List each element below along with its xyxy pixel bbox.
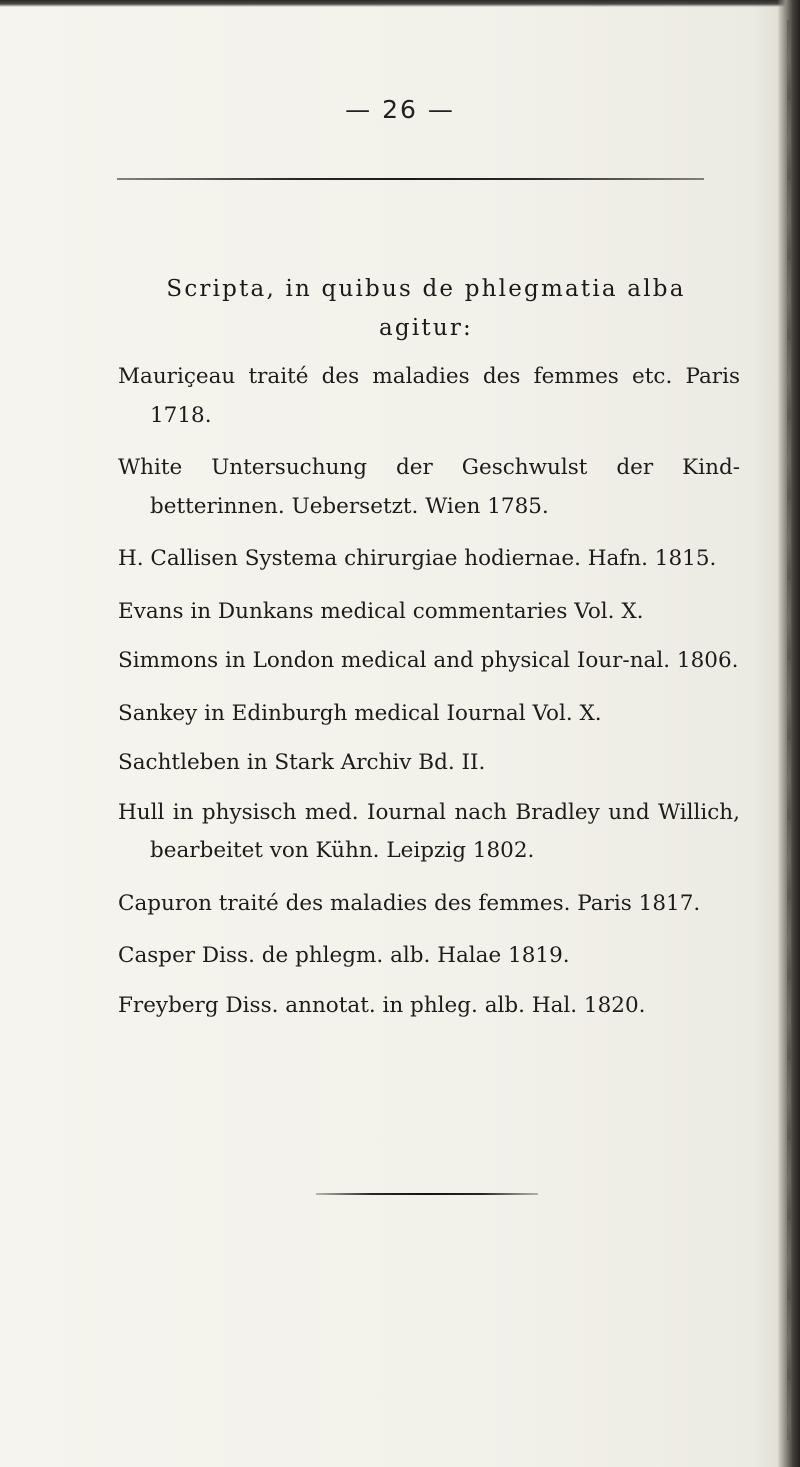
page-binding-edge: [778, 0, 800, 1467]
page-number: — 26 —: [345, 95, 455, 124]
bibliography-entry: White Untersuchung der Geschwulst der Kind-betterinnen. Uebersetzt. Wien 1785.: [118, 455, 740, 519]
bibliography-entry: Evans in Dunkans medical commentaries Vol. X.: [118, 598, 644, 624]
bibliography-entry: Capuron traité des maladies des femmes. Paris 1817.: [118, 890, 701, 916]
bibliography-entry: Sankey in Edinburgh medical Iournal Vol. X.: [118, 700, 602, 726]
bibliography-entry: Mauriçeau traité des maladies des femmes etc. Paris 1718.: [118, 364, 740, 428]
bibliography-entry: Casper Diss. de phlegm. alb. Halae 1819.: [118, 943, 570, 968]
section-heading: Scripta, in quibus de phlegmatia alba agitur:: [166, 276, 686, 341]
binding-spine: [787, 20, 791, 1440]
bibliography-entry: Freyberg Diss. annotat. in phleg. alb. Hal. 1820.: [118, 992, 646, 1018]
bibliography-entry: Hull in physisch med. Iournal nach Bradley und Willich, bearbeitet von Kühn. Leipzig 1802.: [118, 799, 740, 863]
page-top-edge: [0, 0, 800, 7]
bibliography-entry: Sachtleben in Stark Archiv Bd. II.: [118, 750, 486, 775]
bibliography-entry: H. Callisen Systema chirurgiae hodiernae. Hafn. 1815.: [118, 546, 717, 571]
header-rule: [117, 178, 704, 180]
bibliography-entry: Simmons in London medical and physical Iour-nal. 1806.: [118, 648, 739, 673]
bibliography-list: [118, 358, 740, 1039]
footer-rule: [316, 1193, 538, 1195]
